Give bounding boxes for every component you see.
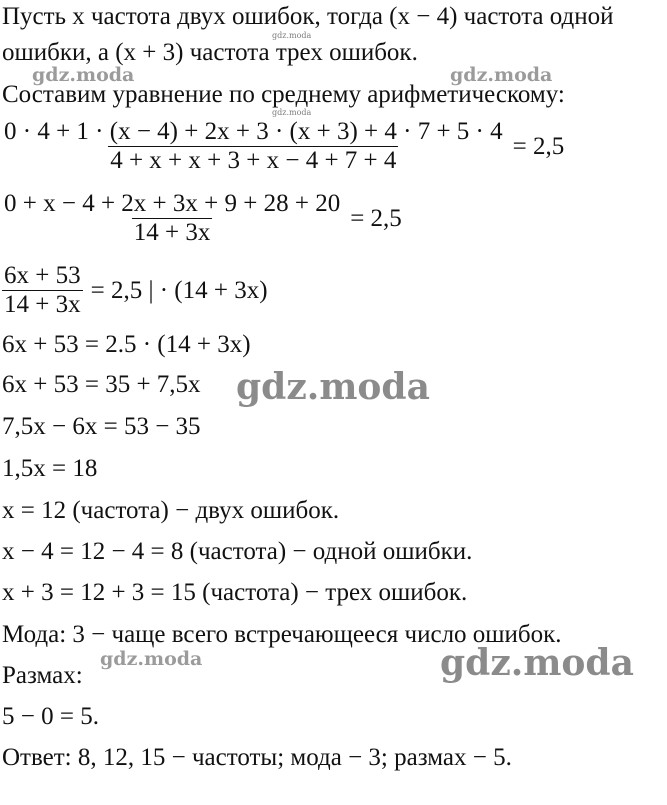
equation-9: x − 4 = 12 − 4 = 8 (частота) − одной ошибки. — [2, 538, 473, 565]
intro-line-1: Пусть x частота двух ошибок, тогда (x − 4) частота одной — [2, 3, 614, 30]
equation-4: 6x + 53 = 2.5 · (14 + 3x) — [2, 331, 251, 358]
watermark: gdz.moda — [272, 108, 312, 117]
answer-line: Ответ: 8, 12, 15 − частоты; мода − 3; размах − 5. — [2, 744, 512, 771]
intro-line-2: ошибки, а (x + 3) частота трех ошибок. — [2, 39, 418, 66]
watermark: gdz.moda — [100, 648, 203, 670]
equation-2-denominator: 14 + 3x — [133, 219, 211, 246]
equation-8: x = 12 (частота) − двух ошибок. — [2, 497, 340, 524]
equation-2-numerator: 0 + x − 4 + 2x + 3x + 9 + 28 + 20 — [4, 190, 341, 217]
equation-1-rhs: = 2,5 — [512, 132, 565, 160]
equation-1-denominator: 4 + x + x + 3 + x − 4 + 7 + 4 — [110, 147, 397, 174]
equation-6: 7,5x − 6x = 53 − 35 — [2, 413, 201, 440]
watermark: gdz.moda — [272, 31, 312, 40]
equation-3-rhs: = 2,5 | · (14 + 3x) — [90, 276, 268, 304]
range-calc: 5 − 0 = 5. — [2, 703, 99, 730]
equation-7: 1,5x = 18 — [2, 455, 98, 482]
equation-3-denominator: 14 + 3x — [4, 291, 81, 318]
equation-2 — [2, 190, 402, 247]
range-label: Размах: — [2, 662, 83, 689]
equation-2-rhs: = 2,5 — [350, 204, 402, 232]
equation-3-numerator: 6x + 53 — [4, 262, 81, 289]
equation-1 — [2, 118, 564, 175]
intro-line-3: Составим уравнение по среднему арифметическому: — [2, 81, 565, 108]
mode-line: Мода: 3 − чаще всего встречающееся число ошибок. — [2, 621, 562, 648]
equation-5: 6x + 53 = 35 + 7,5x — [2, 371, 201, 398]
watermark: gdz.moda — [450, 64, 553, 86]
watermark: gdz.moda — [32, 64, 135, 86]
equation-3 — [2, 262, 268, 319]
equation-10: x + 3 = 12 + 3 = 15 (частота) − трех ошибок. — [2, 579, 468, 606]
watermark: gdz.moda — [236, 366, 430, 408]
watermark: gdz.moda — [440, 642, 634, 684]
equation-1-numerator: 0 · 4 + 1 · (x − 4) + 2x + 3 · (x + 3) + 4 · 7 + 5 · 4 — [4, 118, 503, 145]
